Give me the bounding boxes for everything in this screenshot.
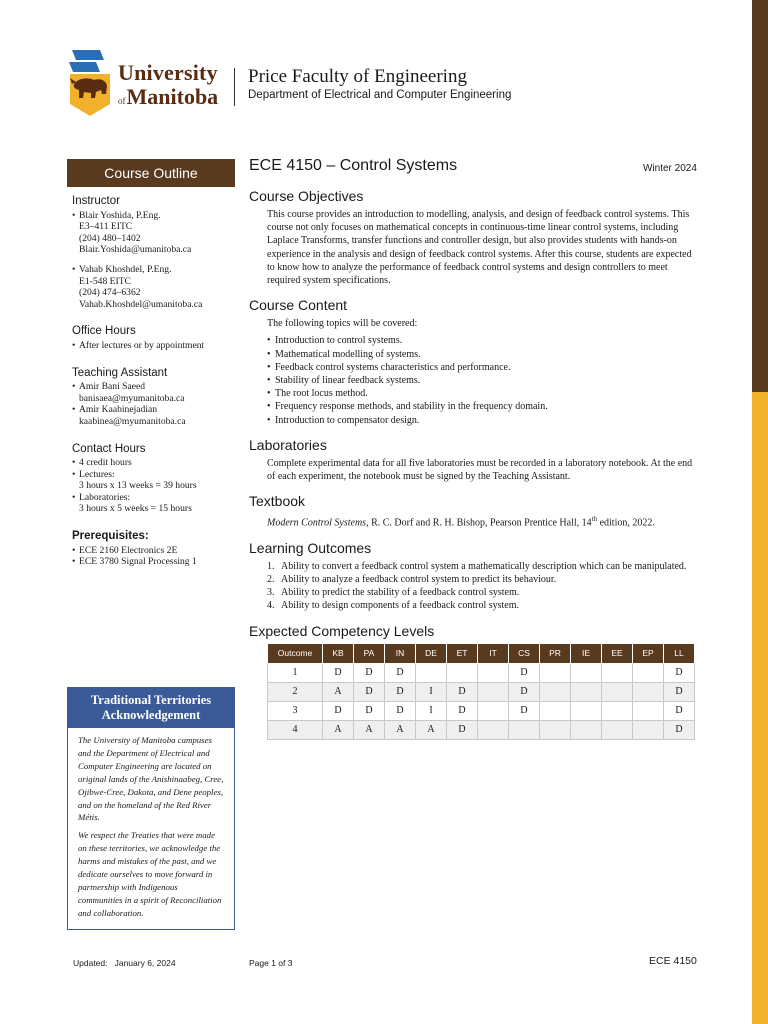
- table-cell: [633, 720, 664, 739]
- table-cell: D: [509, 663, 540, 682]
- office-hours-section: [72, 326, 236, 351]
- textbook-citation: [267, 513, 701, 530]
- competency-table: [267, 643, 695, 740]
- faculty-name: Price Faculty of Engineering: [248, 66, 467, 87]
- table-cell: [602, 682, 633, 701]
- instructor-phone: (204) 480–1402: [79, 232, 141, 244]
- instructor-heading: Instructor: [72, 195, 120, 207]
- course-term: Winter 2024: [643, 163, 697, 174]
- ta-name: • Amir Kaabinejadian: [72, 404, 236, 416]
- topic-item: • Feedback control systems characteristics and performance.: [267, 361, 701, 374]
- table-cell: [602, 701, 633, 720]
- prerequisite-item: • ECE 3780 Signal Processing 1: [72, 556, 236, 568]
- topic-item: • Mathematical modelling of systems.: [267, 348, 701, 361]
- column-header: IT: [478, 643, 509, 663]
- table-cell: 1: [268, 663, 323, 682]
- table-cell: D: [385, 701, 416, 720]
- outcomes-section: [249, 540, 701, 613]
- table-cell: [602, 663, 633, 682]
- table-cell: A: [416, 720, 447, 739]
- table-cell: D: [323, 663, 354, 682]
- table-row: [268, 682, 695, 701]
- table-cell: D: [447, 720, 478, 739]
- main-content: [249, 188, 701, 750]
- topic-item: • Introduction to control systems.: [267, 334, 701, 347]
- contact-hours-section: [72, 444, 236, 516]
- table-header-row: [268, 643, 695, 663]
- lectures-label: • Lectures:: [72, 469, 236, 481]
- table-cell: D: [447, 701, 478, 720]
- instructor-office: E3–411 EITC: [79, 221, 133, 233]
- ta-email: kaabinea@myumanitoba.ca: [79, 415, 186, 427]
- textbook-section: [249, 493, 701, 530]
- table-cell: [478, 720, 509, 739]
- instructor-email: Blair.Yoshida@umanitoba.ca: [79, 244, 192, 256]
- column-header: LL: [664, 643, 695, 663]
- table-cell: A: [385, 720, 416, 739]
- territories-acknowledgement: [67, 687, 235, 930]
- outcomes-heading: Learning Outcomes: [249, 539, 372, 556]
- table-cell: D: [664, 663, 695, 682]
- column-header: ET: [447, 643, 478, 663]
- topic-item: • Frequency response methods, and stability in the frequency domain.: [267, 400, 701, 413]
- table-cell: [478, 701, 509, 720]
- table-cell: I: [416, 682, 447, 701]
- textbook-details-end: edition, 2022.: [597, 517, 655, 529]
- table-cell: D: [664, 701, 695, 720]
- topic-item: • Stability of linear feedback systems.: [267, 374, 701, 387]
- ta-name: • Amir Bani Saeed: [72, 381, 236, 393]
- table-cell: D: [509, 701, 540, 720]
- acknowledgement-title: [68, 688, 234, 728]
- table-cell: D: [323, 701, 354, 720]
- instructor-phone: (204) 474–6362: [79, 287, 141, 299]
- table-cell: [571, 720, 602, 739]
- content-intro: The following topics will be covered:: [267, 318, 418, 330]
- table-cell: [540, 663, 571, 682]
- topic-list: [267, 334, 701, 426]
- ta-heading: Teaching Assistant: [72, 366, 168, 379]
- table-cell: A: [354, 720, 385, 739]
- header-divider: [234, 68, 235, 106]
- column-header: EP: [633, 643, 664, 663]
- sidebar: [72, 196, 236, 584]
- instructor-email: Vahab.Khoshdel@umanitoba.ca: [79, 298, 203, 310]
- table-cell: [571, 682, 602, 701]
- table-cell: [633, 663, 664, 682]
- footer-course-code: ECE 4150: [649, 955, 697, 967]
- department-name: Department of Electrical and Computer Engineering: [248, 89, 512, 101]
- updated-label: Updated:: [73, 958, 108, 968]
- outcome-item: 1. Ability to convert a feedback control system a mathematically description which can be manipulated.: [267, 560, 687, 572]
- table-cell: D: [509, 682, 540, 701]
- lectures-value: 3 hours x 13 weeks = 39 hours: [79, 480, 197, 492]
- acknowledgement-paragraph: The University of Manitoba campuses and the Department of Electrical and Computer Engineering are located on original lands of the Anishinaabeg, Cree, Ojibwe-Cree, Dakota, and Dene peoples, and on the homeland of the Red River Métis.: [78, 735, 224, 823]
- university-name-manitoba: Manitoba: [126, 84, 219, 109]
- column-header: CS: [509, 643, 540, 663]
- textbook-details: , R. C. Dorf and R. H. Bishop, Pearson Prentice Hall, 14: [366, 517, 592, 529]
- competency-heading: Expected Competency Levels: [249, 622, 435, 639]
- table-cell: [447, 663, 478, 682]
- table-row: [268, 701, 695, 720]
- table-cell: D: [664, 682, 695, 701]
- column-header: KB: [323, 643, 354, 663]
- objectives-section: [249, 188, 701, 287]
- outcomes-list: [267, 560, 701, 613]
- table-cell: D: [447, 682, 478, 701]
- table-cell: A: [323, 682, 354, 701]
- labs-heading: Laboratories: [249, 436, 327, 453]
- office-hours-item: • After lectures or by appointment: [72, 340, 236, 352]
- prerequisites-section: [72, 531, 236, 568]
- contact-hours-heading: Contact Hours: [72, 442, 146, 455]
- topic-item: • Introduction to compensator design.: [267, 414, 701, 427]
- instructor-name: • Vahab Khoshdel, P.Eng.: [72, 264, 236, 276]
- table-cell: D: [385, 682, 416, 701]
- table-cell: [540, 720, 571, 739]
- table-cell: D: [354, 682, 385, 701]
- content-section: [249, 297, 701, 427]
- updated-date: [73, 958, 176, 968]
- credit-hours: • 4 credit hours: [72, 457, 236, 469]
- acknowledgement-title-line1: Traditional Territories: [90, 693, 212, 707]
- column-header: PA: [354, 643, 385, 663]
- page-number: Page 1 of 3: [249, 958, 293, 968]
- table-row: [268, 720, 695, 739]
- outcome-item: 4. Ability to design components of a feedback control system.: [267, 600, 520, 612]
- objectives-text: This course provides an introduction to modelling, analysis, and design of feedback control systems. This course not only focuses on mathematical concepts in continuous-time linear control systems, including Laplace Transforms, transfer functions and controller design, but also provides students with hands-on experience in the analysis and design of feedback control systems. After this course, students are expected to know how to analyze the performance of feedback control systems and design controllers to meet required system specifications.: [267, 209, 692, 287]
- updated-value: January 6, 2024: [114, 958, 176, 968]
- instructor-office: E1-548 EITC: [79, 275, 131, 287]
- instructor-name: • Blair Yoshida, P.Eng.: [72, 210, 236, 222]
- table-cell: D: [354, 663, 385, 682]
- table-cell: [571, 663, 602, 682]
- office-hours-heading: Office Hours: [72, 325, 136, 338]
- table-cell: [602, 720, 633, 739]
- table-cell: D: [354, 701, 385, 720]
- outcome-item: 3. Ability to predict the stability of a feedback control system.: [267, 587, 520, 599]
- table-cell: A: [323, 720, 354, 739]
- table-row: [268, 663, 695, 682]
- table-cell: [540, 701, 571, 720]
- table-cell: [571, 701, 602, 720]
- table-cell: I: [416, 701, 447, 720]
- prerequisites-heading: Prerequisites:: [72, 530, 149, 543]
- university-of: of: [118, 96, 126, 106]
- right-color-bar-top: [752, 0, 768, 392]
- prerequisite-item: • ECE 2160 Electronics 2E: [72, 545, 236, 557]
- column-header: IN: [385, 643, 416, 663]
- labs-text: Complete experimental data for all five laboratories must be recorded in a laboratory notebook. At the end of each experiment, the notebook must be signed by the Teaching Assistant.: [267, 457, 693, 483]
- topic-item: • The root locus method.: [267, 387, 701, 400]
- acknowledgement-body: [68, 728, 234, 920]
- objectives-heading: Course Objectives: [249, 188, 364, 204]
- table-cell: D: [385, 663, 416, 682]
- table-cell: [540, 682, 571, 701]
- table-cell: 3: [268, 701, 323, 720]
- labs-value: 3 hours x 5 weeks = 15 hours: [79, 503, 192, 515]
- acknowledgement-paragraph: We respect the Treaties that were made on these territories, we acknowledge the harms and mistakes of the past, and we dedicate ourselves to move forward in partnership with Indigenous communities in a spirit of Reconciliation and collaboration.: [78, 830, 222, 918]
- labs-section: [249, 437, 701, 483]
- textbook-heading: Textbook: [249, 493, 306, 510]
- right-color-bar-bottom: [752, 392, 768, 1024]
- university-name-line2: [118, 86, 218, 108]
- acknowledgement-title-line2: Acknowledgement: [101, 708, 201, 722]
- table-cell: [509, 720, 540, 739]
- course-title: ECE 4150 – Control Systems: [249, 157, 458, 174]
- table-cell: [633, 701, 664, 720]
- column-header: PR: [540, 643, 571, 663]
- textbook-title: Modern Control Systems: [267, 517, 367, 529]
- table-cell: [478, 663, 509, 682]
- textbook-edition-suffix: th: [591, 515, 598, 524]
- labs-label: • Laboratories:: [72, 492, 236, 504]
- outcome-item: 2. Ability to analyze a feedback control system to predict its behaviour.: [267, 573, 557, 585]
- column-header: Outcome: [268, 643, 323, 663]
- instructor-section: [72, 196, 236, 310]
- bison-crest-icon: [66, 46, 118, 120]
- content-heading: Course Content: [249, 297, 348, 314]
- table-cell: 2: [268, 682, 323, 701]
- column-header: IE: [571, 643, 602, 663]
- course-outline-banner: Course Outline: [67, 159, 235, 187]
- column-header: DE: [416, 643, 447, 663]
- table-cell: [478, 682, 509, 701]
- table-cell: D: [664, 720, 695, 739]
- competency-section: [249, 623, 701, 740]
- university-name-line1: University: [118, 60, 218, 85]
- ta-section: [72, 368, 236, 428]
- column-header: EE: [602, 643, 633, 663]
- ta-email: banisaea@myumanitoba.ca: [79, 392, 185, 404]
- table-cell: [633, 682, 664, 701]
- table-cell: 4: [268, 720, 323, 739]
- table-cell: [416, 663, 447, 682]
